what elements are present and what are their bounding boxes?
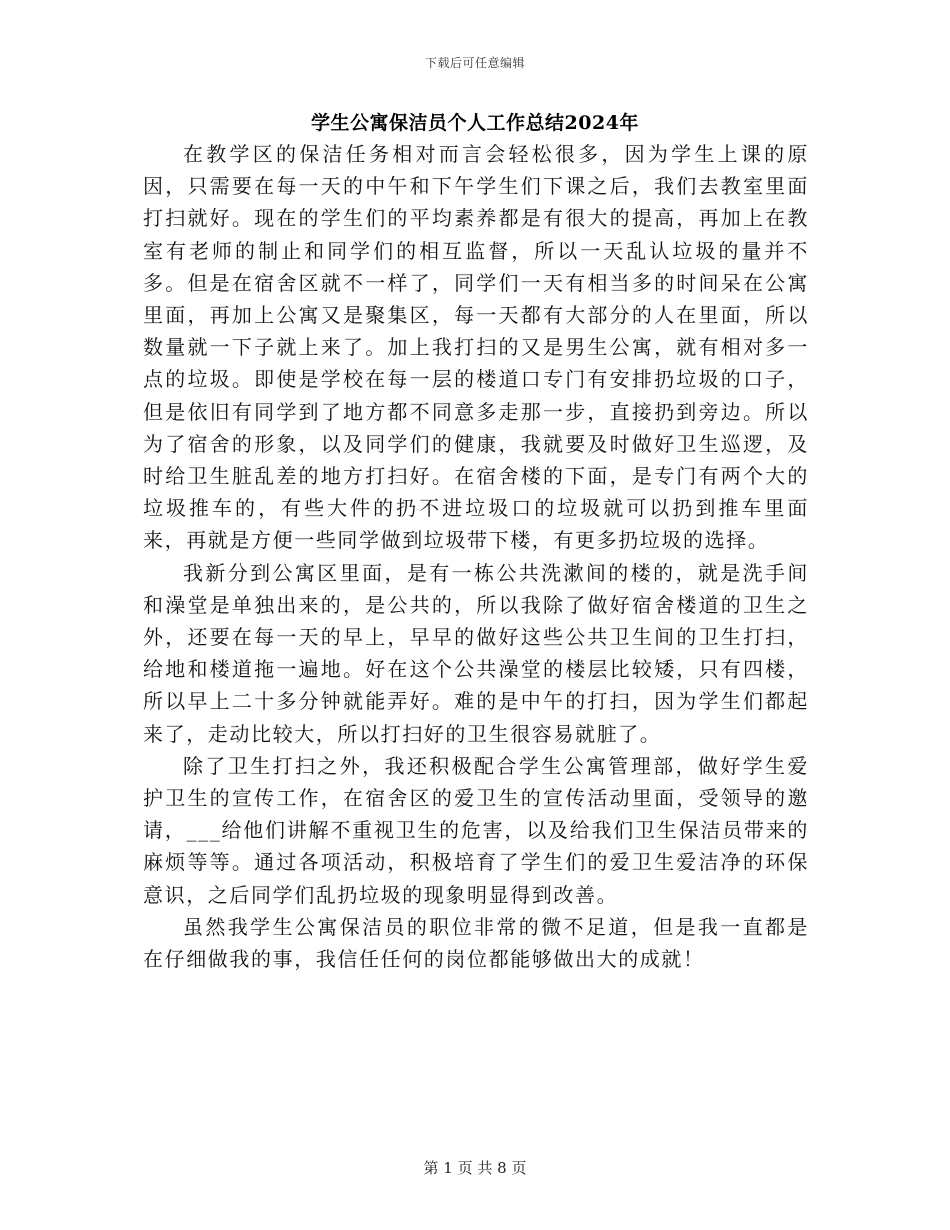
paragraph-3: 除了卫生打扫之外，我还积极配合学生公寓管理部，做好学生爱护卫生的宣传工作，在宿舍区的爱卫生的宣传活动里面，受领导的邀请，___给他们讲解不重视卫生的危害，以及给我们卫生保洁员带来的麻烦等等。通过各项活动，积极培育了学生们的爱卫生爱洁净的环保意识，之后同学们乱扔垃圾的现象明显得到改善。 — [143, 753, 809, 907]
document-body — [143, 138, 809, 975]
paragraph-2: 我新分到公寓区里面，是有一栋公共洗漱间的楼的，就是洗手间和澡堂是单独出来的，是公共的，所以我除了做好宿舍楼道的卫生之外，还要在每一天的早上，早早的做好这些公共卫生间的卫生打扫，给地和楼道拖一遍地。好在这个公共澡堂的楼层比较矮，只有四楼，所以早上二十多分钟就能弄好。难的是中午的打扫，因为学生们都起来了，走动比较大，所以打扫好的卫生很容易就脏了。 — [143, 560, 809, 746]
header-note: 下载后可任意编辑 — [424, 56, 525, 70]
paragraph-1: 在教学区的保洁任务相对而言会轻松很多，因为学生上课的原因，只需要在每一天的中午和下午学生们下课之后，我们去教室里面打扫就好。现在的学生们的平均素养都是有很大的提高，再加上在教室有老师的制止和同学们的相互监督，所以一天乱认垃圾的量并不多。但是在宿舍区就不一样了，同学们一天有相当多的时间呆在公寓里面，再加上公寓又是聚集区，每一天都有大部分的人在里面，所以数量就一下子就上来了。加上我打扫的又是男生公寓，就有相对多一点的垃圾。即使是学校在每一层的楼道口专门有安排扔垃圾的口子，但是依旧有同学到了地方都不同意多走那一步，直接扔到旁边。所以为了宿舍的形象，以及同学们的健康，我就要及时做好卫生巡逻，及时给卫生脏乱差的地方打扫好。在宿舍楼的下面，是专门有两个大的垃圾推车的，有些大件的扔不进垃圾口的垃圾就可以扔到推车里面来，再就是方便一些同学做到垃圾带下楼，有更多扔垃圾的选择。 — [143, 142, 809, 553]
page-footer: 第 1 页 共 8 页 — [423, 1159, 527, 1177]
document-title: 学生公寓保洁员个人工作总结2024年 — [311, 112, 639, 134]
paragraph-4: 虽然我学生公寓保洁员的职位非常的微不足道，但是我一直都是在仔细做我的事，我信任任何的岗位都能够做出大的成就！ — [143, 914, 809, 972]
